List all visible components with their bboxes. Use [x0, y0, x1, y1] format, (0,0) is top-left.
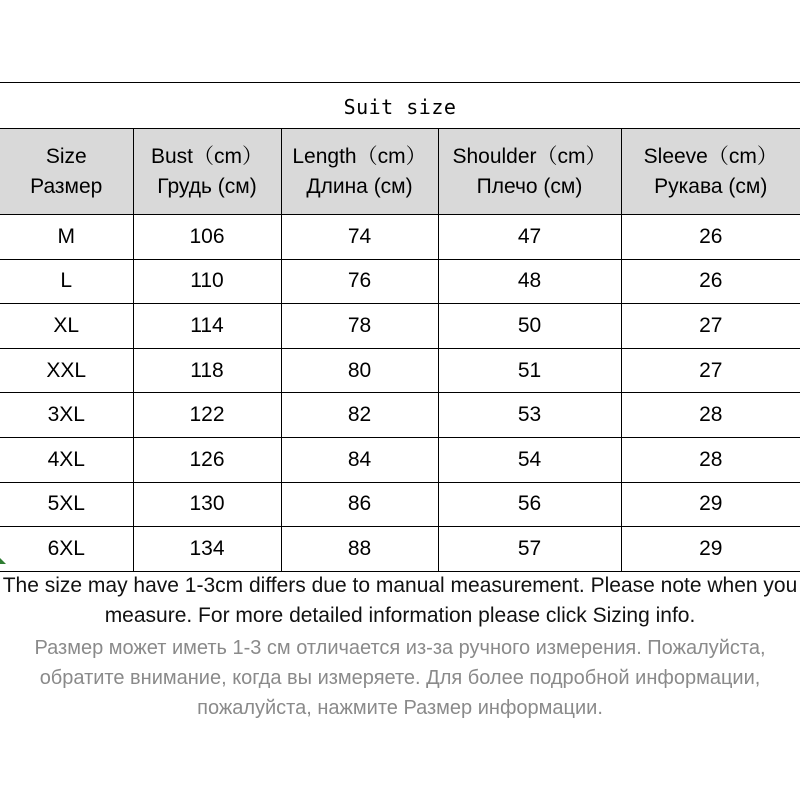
measurement-cell: 86: [281, 482, 438, 527]
column-header: [621, 129, 800, 215]
column-header-en: Bust（cm）: [150, 144, 263, 168]
column-header-ru: Размер: [30, 174, 103, 198]
measurement-cell: 130: [133, 482, 281, 527]
measurement-cell: 74: [281, 215, 438, 260]
size-table: [0, 128, 800, 572]
measurement-cell: 47: [438, 215, 621, 260]
measurement-cell: 134: [133, 527, 281, 572]
column-header-ru: Длина (см): [306, 174, 413, 198]
size-cell: XL: [0, 304, 133, 349]
header-row: [0, 129, 800, 215]
measurement-cell: 28: [621, 393, 800, 438]
measurement-cell: 26: [621, 215, 800, 260]
table-row: [0, 215, 800, 260]
column-header-ru: Плечо (см): [476, 174, 583, 198]
size-cell: 6XL: [0, 527, 133, 572]
measurement-cell: 54: [438, 437, 621, 482]
column-header-en: Shoulder（cm）: [452, 144, 607, 168]
table-row: [0, 527, 800, 572]
table-row: [0, 393, 800, 438]
chart-title: Suit size: [343, 95, 457, 119]
measurement-cell: 29: [621, 527, 800, 572]
measurement-cell: 78: [281, 304, 438, 349]
measurement-cell: 82: [281, 393, 438, 438]
size-cell: 4XL: [0, 437, 133, 482]
measurement-cell: 27: [621, 348, 800, 393]
table-row: [0, 482, 800, 527]
measurement-cell: 48: [438, 259, 621, 304]
measurement-cell: 51: [438, 348, 621, 393]
measurement-cell: 26: [621, 259, 800, 304]
measurement-cell: 114: [133, 304, 281, 349]
measurement-cell: 56: [438, 482, 621, 527]
measurement-cell: 84: [281, 437, 438, 482]
measurement-cell: 50: [438, 304, 621, 349]
corner-marker: [0, 558, 6, 564]
measurement-cell: 53: [438, 393, 621, 438]
measurement-cell: 76: [281, 259, 438, 304]
measurement-cell: 29: [621, 482, 800, 527]
note-english: The size may have 1-3cm differs due to manual measurement. Please note when you measure. For more detailed information please click Sizing info.: [2, 574, 798, 627]
measurement-cell: 27: [621, 304, 800, 349]
column-header: [133, 129, 281, 215]
measurement-cell: 88: [281, 527, 438, 572]
measurement-cell: 110: [133, 259, 281, 304]
column-header-ru: Рукава (см): [654, 174, 768, 198]
measurement-cell: 80: [281, 348, 438, 393]
table-body: [0, 215, 800, 572]
table-row: [0, 437, 800, 482]
measurement-cell: 126: [133, 437, 281, 482]
measurement-note: [0, 571, 800, 723]
size-cell: 3XL: [0, 393, 133, 438]
column-header-en: Size: [45, 144, 87, 168]
size-cell: L: [0, 259, 133, 304]
measurement-cell: 28: [621, 437, 800, 482]
column-header-ru: Грудь (см): [157, 174, 257, 198]
column-header: [0, 129, 133, 215]
column-header-en: Length（cm）: [292, 144, 427, 168]
measurement-cell: 57: [438, 527, 621, 572]
note-russian: Размер может иметь 1-3 см отличается из-за ручного измерения. Пожалуйста, обратите внимание, когда вы измеряете. Для более подробной информации, пожалуйста, нажмите Размер информации.: [34, 637, 766, 719]
measurement-cell: 106: [133, 215, 281, 260]
size-cell: XXL: [0, 348, 133, 393]
table-row: [0, 304, 800, 349]
table-row: [0, 348, 800, 393]
column-header: [438, 129, 621, 215]
size-cell: 5XL: [0, 482, 133, 527]
column-header-en: Sleeve（cm）: [643, 144, 778, 168]
measurement-cell: 118: [133, 348, 281, 393]
size-chart: [0, 82, 800, 718]
measurement-cell: 122: [133, 393, 281, 438]
column-header: [281, 129, 438, 215]
size-cell: M: [0, 215, 133, 260]
title-row: [0, 82, 800, 130]
table-row: [0, 259, 800, 304]
